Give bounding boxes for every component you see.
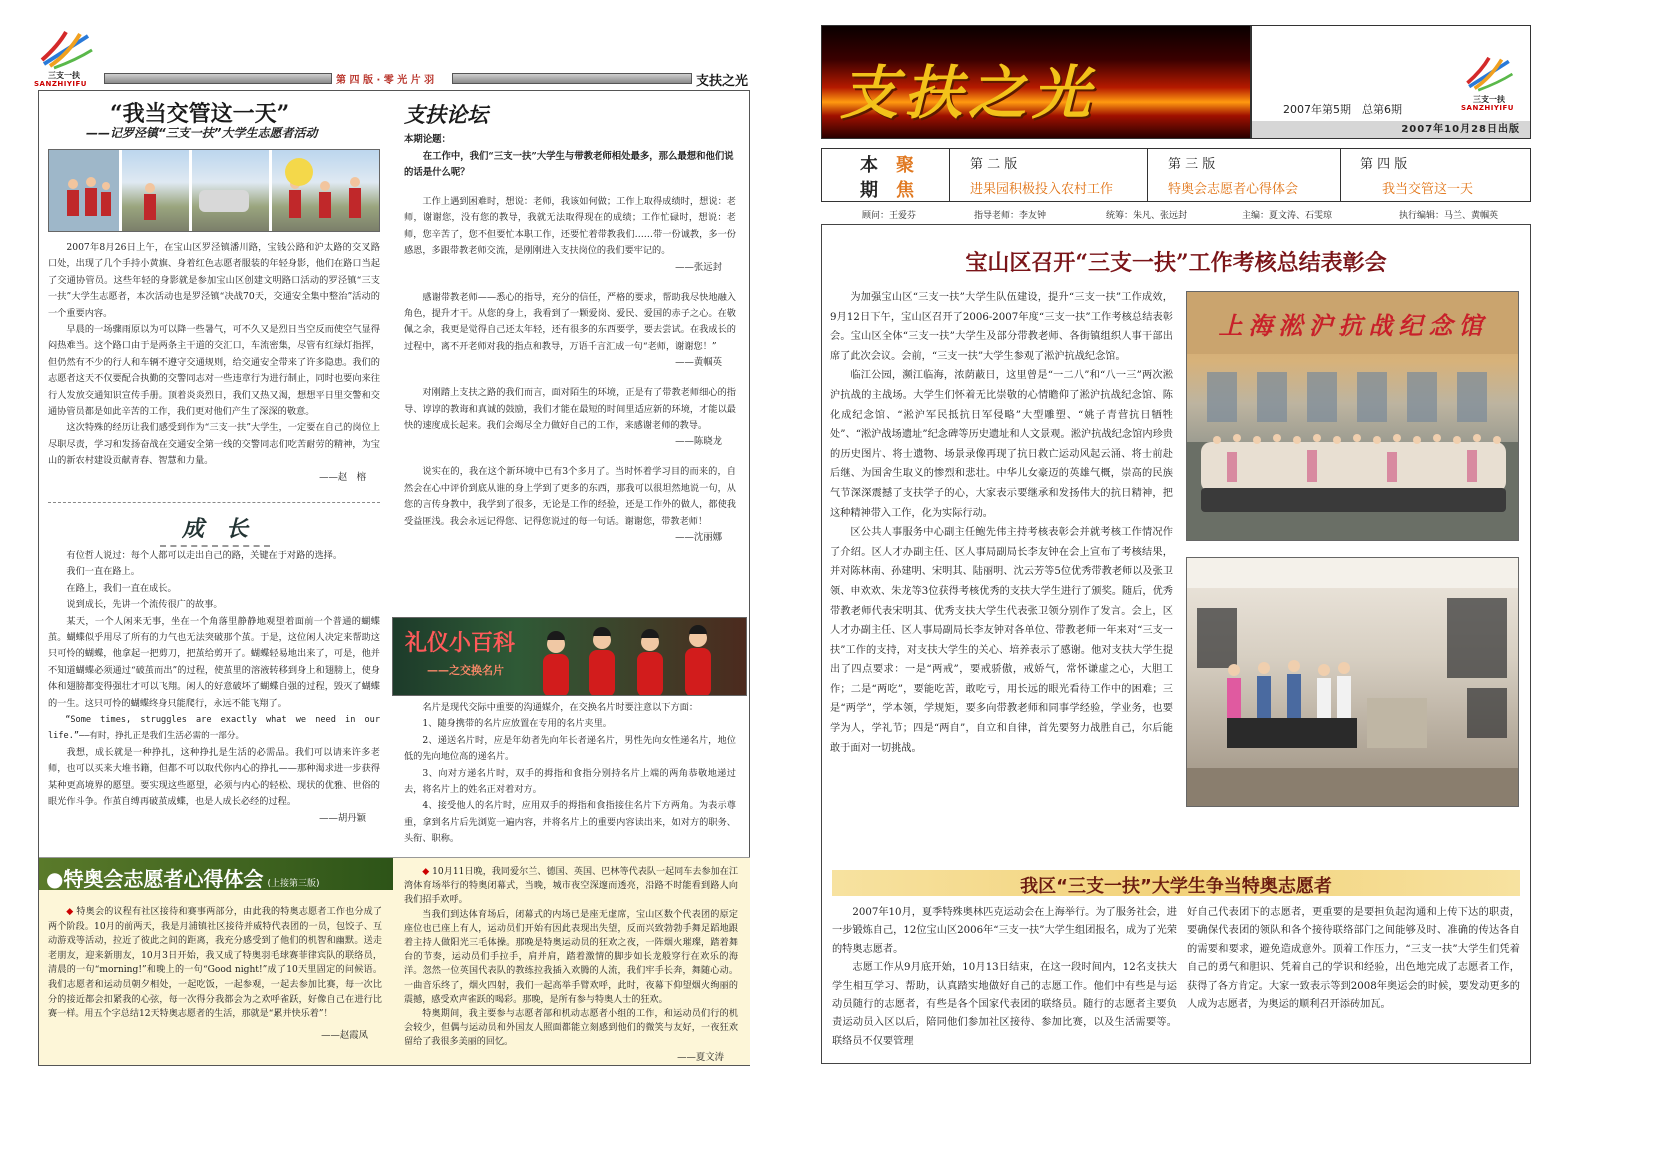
special-continued: (上接第三版): [267, 879, 320, 889]
focus-sep: [949, 148, 950, 202]
article2-paragraph: 说到成长，先讲一个流传很广的故事。: [66, 599, 223, 611]
special-author2: ——夏文涛: [677, 1051, 724, 1063]
article2-author: ——胡丹颖: [319, 812, 366, 824]
forum-title: 支扶论坛: [404, 103, 488, 127]
diamond-bullet-icon: ◆: [66, 907, 74, 917]
forum-author: ——陈晓龙: [675, 436, 722, 448]
credit-item: 顾问：王爱芬: [862, 211, 917, 221]
article2-paragraph: 我想，成长就是一种挣扎，这种挣扎是生活的必需品。我们可以请来许多老师，也可以买来大堆书籍，但都不可以取代你内心的挣扎——那种渴求进一步获得某种更高境界的愿望。要实现这些愿望，必须与内心的轻松、现状的优雅、世俗的眼光作斗争。作茧自缚再破茧成蝶，也是人成长必经的过程。: [48, 746, 380, 808]
logo-cn-text: 三支一扶: [1473, 95, 1505, 104]
divider: [48, 502, 380, 503]
etiquette-banner: [392, 617, 747, 696]
memorial-hall-photo: [1186, 291, 1519, 541]
article2-paragraph: “Some times, struggles are exactly what we need in our life.”——有时，挣扎正是我们生活必需的一部分。: [48, 715, 380, 742]
page-label: 第 四 版 · 零 光 片 羽: [336, 75, 435, 86]
exhibition-photo-graphic: [1187, 558, 1519, 807]
article1-paragraph: 2007年8月26日上午，在宝山区罗泾镇潘川路，宝钱公路和沪太路的交叉路口处，出现了几个手持小黄旗、身着红色志愿者服装的年轻身影，他们在路口当起了交通协管员。这些年轻的身影就是参加宝山区创建文明路口活动的罗泾镇“三支一扶”大学生志愿者，本次活动也是罗泾镇“决战70天，交通安全集中整治”活动的一个重要内容。: [48, 242, 380, 319]
article1-author: ——赵 榕: [319, 471, 366, 483]
credit-item: 统筹：朱凡、张远封: [1106, 211, 1188, 221]
brand-logo-icon: [36, 30, 96, 70]
bullet-icon: ●: [46, 867, 64, 891]
publish-date: 2007年10月28日出版: [1252, 121, 1530, 138]
etiquette-paragraph: 名片是现代交际中重要的沟通媒介，在交换名片时要注意以下方面：: [422, 702, 699, 713]
focus-edition: 第 三 版: [1168, 157, 1216, 172]
left-masthead-label: 支扶之光: [696, 74, 749, 89]
special-paragraph: [404, 865, 738, 908]
main-paragraph: 为加强宝山区“三支一扶”大学生队伍建设，提升“三支一扶”工作成效，9月12日下午，宝山区召开了2006-2007年度“三支一扶”工作考核总结表彰会。宝山区全体“三支一扶”大学生及部分带教老师、各街镇组织人事干部出席了此次会议。会前，“三支一扶”大学生参观了淞沪抗战纪念馆。: [830, 292, 1173, 362]
credit-item: 执行编辑：马兰、黄帼英: [1399, 211, 1499, 221]
focus-headline: 进果园积极投入农村工作: [970, 182, 1114, 197]
forum-topic-label: 本期论题：: [404, 134, 451, 145]
memorial-sign: 上海淞沪抗战纪念馆: [1218, 311, 1489, 340]
forum-body: [404, 194, 736, 546]
bottom-paragraph: 志愿工作从9月底开始，10月13日结束，在这一段时间内，12名支扶大学生相互学习、帮助，认真踏实地做好自己的志愿工作。他们中有些是与运动员随行的志愿者，有些是各个国家代表团的联络员。随行的志愿者主要负责运动员入区以后，陪同他们参加社区接待、参加比赛，以及生活需要等。联络员不仅要管理: [832, 962, 1177, 1047]
bottom-paragraph: 2007年10月，夏季特殊奥林匹克运动会在上海举行。为了服务社会，进一步锻炼自己，12位宝山区2006年“三支一扶”大学生组团报名，成为了光荣的特奥志愿者。: [832, 907, 1177, 955]
special-title: [46, 863, 319, 892]
article2-paragraph: 我们一直在路上。: [66, 566, 140, 578]
issue-number: 2007年第5期 总第6期: [1283, 103, 1402, 116]
forum-topic-text: 在工作中，我们“三支一扶”大学生与带教老师相处最多，那么最想和他们说的话是什么呢？: [404, 150, 734, 179]
focus-label: [840, 151, 950, 201]
right-page: [800, 0, 1654, 1169]
etiquette-banner-sub: ——之交换名片: [427, 664, 504, 677]
focus-item-3[interactable]: [1360, 153, 1530, 197]
article1-paragraph: 早晨的一场骤雨原以为可以降一些暑气，可不久又是烈日当空反而使空气显得闷热难当。这个路口由于是两条主干道的交汇口，车流密集，尽管有红绿灯指挥，但仍然有不少的行人和车辆不遵守交通规则，给交通安全带来了许多隐患。我们的志愿者这天不仅要配合执勤的交警同志对一些违章行为进行制止，同时也要向来往行人发放交通知识宣传手册。顶着炎炎烈日，我们又热又渴，想想平日里交警和交通协管员都是如此辛苦的工作，我们更对他们产生了深深的敬意。: [48, 324, 380, 418]
special-paragraph: 当我们到达体育场后，闭幕式的内场已是座无虚席，宝山区数个代表团的原定座位也已座上有人，运动员们开始有因此表现出失望，反而兴致勃勃手舞足蹈地跟着主持人做阳光三毛体操。那晚是特奥运动员的狂欢之夜，一阵烟火璀璨，踏着舞台的节奏，运动员们手拉手，肩并肩，踏着激情的脚步如长龙般穿行在欢乐的海洋。忽然一位英国代表队的教练拉我插入欢腾的人流，我们牢手长奔，舞随心动。一曲音乐终了，烟火四射，我们一起高举手臂欢呼，此时，夜幕下仰望烟火绚丽的震撼，感受欢声雀跃的喝彩。那晚，是所有参与特奥人士的狂欢。: [404, 909, 738, 1005]
focus-edition: 第 二 版: [970, 157, 1018, 172]
right-logo: [1459, 56, 1529, 116]
focus-label-char: 本: [860, 155, 878, 176]
logo-en-text: SANZHIYIFU: [1461, 104, 1514, 112]
article2-body: [48, 548, 380, 827]
left-logo: [34, 30, 104, 90]
forum-author: ——黄帼英: [675, 357, 722, 369]
article1-title: “我当交管这一天”: [110, 101, 290, 127]
article2-paragraph: 某天，一个人闲来无事，坐在一个角落里静静地观望着面前一个普通的蝴蝶茧。蝴蝶似乎用尽了所有的力气也无法突破那个茧。于是，这位闲人决定来帮助这只可怜的蝴蝶，他拿起一把剪刀，把茧给剪开了。蝴蝶轻易地出来了，可是，他并不知道蝴蝶必须通过“破茧而出”的过程，使茧里的溶液转移到身上和翅膀上，使身体和翅膀都变得强壮才可以飞翔。闲人的好意破坏了蝴蝶自强的过程，毁灭了蝴蝶的一生。这只可怜的蝴蝶终身只能爬行，永远不能飞翔了。: [48, 615, 380, 709]
article2-title: 成 长: [160, 512, 270, 547]
special-para2: 10月11日晚，我同爱尔兰、德国、英国、巴林等代表队一起同车去参加在江湾体育场举行的特奥闭幕式，当晚，城市夜空深邃而透亮，沿路不时能看到路人向我们招手欢呼。: [404, 867, 738, 906]
forum-entry: 工作上遇到困难时，想说：老师，我该如何做；工作上取得成绩时，想说：老师，谢谢您，没有您的教导，我就无法取得现在的成绩；工作忙碌时，想说：老师，您辛苦了，您不但要忙本职工作，还要忙着带教我们……带一份诚教，多一份感恩，多跟带教老师交流，是刚刚进入支扶岗位的我们要牢记的。: [404, 196, 736, 257]
left-header-bar: [104, 73, 332, 84]
special-col2: [404, 865, 738, 1066]
article2-paragraph: 在路上，我们一直在成长。: [66, 582, 177, 594]
forum-entry: 说实在的，我在这个新环境中已有3个多月了。当时怀着学习目的而来的，自然会在心中评价到底从谁的身上学到了更多的东西，那我可以很坦然地说一句，从您的言传身教中，我学到了很多，无论是工作的经验，还是工作外的做人，都使我受益匪浅。我会永远记得您、记得您说过的每一句话。谢谢您，带教老师！: [404, 466, 736, 527]
focus-item-1[interactable]: [970, 153, 1150, 197]
left-header-bar-2: [452, 73, 692, 84]
forum-entry: 感谢带教老师——悉心的指导，充分的信任，严格的要求，帮助我尽快地融入角色，提升才干。从您的身上，我看到了一颗爱岗、爱民、爱国的赤子之心。在敬佩之余，我更是觉得自己还太年轻，还有很多的东西要学，要去尝试。在我成长的过程中，离不开老师对我的指点和教导，万语千言汇成一句“老师，谢谢您！”: [404, 291, 736, 352]
article1-photo: [48, 149, 380, 232]
special-paragraph: [48, 905, 382, 1022]
bottom-col1: [832, 904, 1177, 1051]
main-title: 宝山区召开“三支一扶”工作考核总结表彰会: [965, 250, 1387, 276]
article2-paragraph: 有位哲人说过：每个人都可以走出自己的路，关键在于对路的选择。: [66, 550, 343, 561]
article1-paragraph: 这次特殊的经历让我们感受到作为“三支一扶”大学生，一定要在自己的岗位上尽职尽责，学习和发扬奋战在交通安全第一线的交警同志们吃苦耐劳的精神，为宝山的新农村建设贡献青春、智慧和力量。: [48, 422, 380, 467]
masthead-title: 支扶之光: [840, 59, 1097, 127]
main-body: [830, 288, 1173, 758]
focus-headline: 特奥会志愿者心得体会: [1168, 182, 1299, 197]
logo-en-text: SANZHIYIFU: [34, 80, 87, 88]
etiquette-paragraph: 2、递送名片时，应是年幼者先向年长者递名片，男性先向女性递名片，地位低的先向地位高的递名片。: [404, 734, 736, 763]
special-title-text: 特奥会志愿者心得体会: [63, 867, 264, 891]
bottom-paragraph-cont: [1187, 904, 1520, 1014]
focus-label-char: 聚: [896, 155, 914, 176]
article1-subtitle: ——记罗泾镇“三支一扶”大学生志愿者活动: [86, 126, 318, 140]
main-paragraph: 区公共人事服务中心副主任鲍先伟主持考核表彰会并就考核工作情况作了介绍。区人才办副主任、区人事局副局长李友钟在会上宣布了考核结果，并对陈林南、孙建明、宋明其、陆丽明、沈云芳等5位优秀带教老师以及张卫领、申欢欢、朱龙等3位获得考核优秀的支扶大学生进行了颁奖。随后，优秀带教老师代表宋明其、优秀支扶大学生代表张卫领分别作了发言。会上，区人才办副主任、区人事局副局长李友钟对各单位、带教老师一年来对“三支一扶”工作的支持，对支扶大学生的关心、培养表示了感谢。他对支扶大学生提出了四点要求：一是“两戒”，要戒骄傲，戒娇气，常怀谦虚之心，大胆工作；二是“两吃”，要能吃苦，敢吃亏，用长远的眼光看待工作中的困难；三是“两学”，学本领，学规矩，要多向带教老师和同事学经验，学业务，也要学为人，学礼节；四是“两自”，自立和自律，首先要努力战胜自己，尔后能敢于面对一切挑战。: [830, 527, 1173, 754]
main-paragraph: 临江公园，濒江临海，浓荫蔽日，这里曾是“一二八”和“八一三”两次淞沪抗战的主战场。大学生们怀着无比崇敬的心情瞻仰了淞沪抗战纪念馆、陈化成纪念馆、“淞沪军民抵抗日军侵略”大型雕塑、“姚子青营抗日牺牲处”、“淞沪战场遗址”纪念碑等历史遗址和人文景观。淞沪抗战纪念馆内珍贵的历史图片、将士遗物、场景录像再现了抗日救亡运动风起云涌、将士前赴后继、为国舍生取义的惨烈和悲壮。中华儿女豪迈的英雄气概，崇高的民族气节深深震撼了支扶学子的心，大家表示要继承和发扬伟大的抗日精神，把这种精神带入工作，化为实际行动。: [830, 370, 1173, 519]
special-paragraph: 特奥期间，我主要参与志愿者部和机动志愿者小组的工作，和运动员们行的机会较少，但偶与运动员和外国友人照面都能立刻感到他们的微笑与友好，一夜狂欢留给了我很多美丽的回忆。: [404, 1009, 738, 1048]
bottom-title: 我区“三支一扶”大学生争当特奥志愿者: [1020, 876, 1332, 897]
special-author1: ——赵霞凤: [321, 1029, 368, 1041]
focus-edition: 第 四 版: [1360, 157, 1408, 172]
bottom-para-tail: 好自己代表团下的志愿者，更重要的是要担负起沟通和上传下达的职责，要确保代表团的领队和各个接待联络部门之间能够及时、准确的传达各自的需要和要求，避免造成意外。顶着工作压力，“三支一扶”大学生们凭着自己的勇气和胆识、凭着自己的学识和经验，出色地完成了志愿者工作，获得了各方肯定。大家一致表示等到2008年奥运会的时候，要发动更多的人成为志愿者，为奥运的顺利召开添砖加瓦。: [1187, 907, 1520, 1011]
focus-label-char: 期: [860, 180, 878, 201]
etiquette-paragraph: 1、随身携带的名片应放置在专用的名片夹里。: [422, 718, 612, 730]
exhibition-photo: [1186, 557, 1519, 807]
etiquette-paragraph: 3、向对方递名片时，双手的拇指和食指分别持名片上端的两角恭敬地递过去，将名片上的姓名正对着对方。: [404, 767, 736, 796]
logo-cn-text: 三支一扶: [48, 71, 80, 80]
left-page: [0, 0, 800, 1169]
brand-logo-icon: [1461, 56, 1517, 92]
volunteer-photo-graphic: [49, 150, 380, 232]
etiquette-body: [404, 700, 736, 848]
article1-body: [48, 240, 380, 486]
focus-item-2[interactable]: [1168, 153, 1348, 197]
focus-label-char: 焦: [896, 180, 914, 201]
credit-item: 主编：夏文涛、石雯琼: [1242, 211, 1333, 221]
special-col1: [48, 905, 382, 1044]
focus-headline: 我当交管这一天: [1382, 182, 1474, 197]
forum-author: ——张远封: [675, 261, 722, 273]
forum-topic: [404, 132, 736, 182]
forum-author: ——沈丽娜: [675, 532, 722, 544]
credit-item: 指导老师：李友钟: [974, 211, 1047, 221]
etiquette-banner-title: 礼仪小百科: [405, 630, 516, 656]
etiquette-paragraph: 4、接受他人的名片时，应用双手的拇指和食指接住名片下方两角。为表示尊重，拿到名片后先浏览一遍内容，并将名片上的重要内容读出来，如对方的职务、头衔、职称。: [404, 800, 736, 845]
bottom-col2: [1187, 904, 1520, 1014]
diamond-bullet-icon: ◆: [422, 867, 430, 877]
forum-entry: 对刚踏上支扶之路的我们而言，面对陌生的环境，正是有了带教老师细心的指导、谆谆的教诲和真诚的鼓励，我们才能在最短的时间里适应新的环境，才能以最快的速度成长起来。我们会竭尽全力做好自己的工作，来感谢老师的教导。: [404, 387, 736, 432]
special-para1: 特奥会的议程有社区接待和赛事两部分，由此我的特奥志愿者工作也分成了两个阶段。10月的前两天，我是月浦镇社区接待并威特代表团的一员，包饺子、互动游戏等活动，拉近了彼此之间的距离，我充分感受到了他们的机智和幽默。送走老朋友，迎来新朋友，10月3日开始，我又成了特奥羽毛球赛菲律宾队的联络员，清晨的一句“morning!”和晚上的一句“Good night!”成了10天里固定的问候语。我们志愿者和运动员朝夕相处，一起吃饭，一起参观，一起去参加比赛，每一次比分的接近都会扣紧我的心弦，每一次得分我都会为之欢呼雀跃，好像自己在进行比赛一样。用五个字总结12天特奥志愿者的生活，那就是“累并快乐着”！: [48, 907, 382, 1020]
